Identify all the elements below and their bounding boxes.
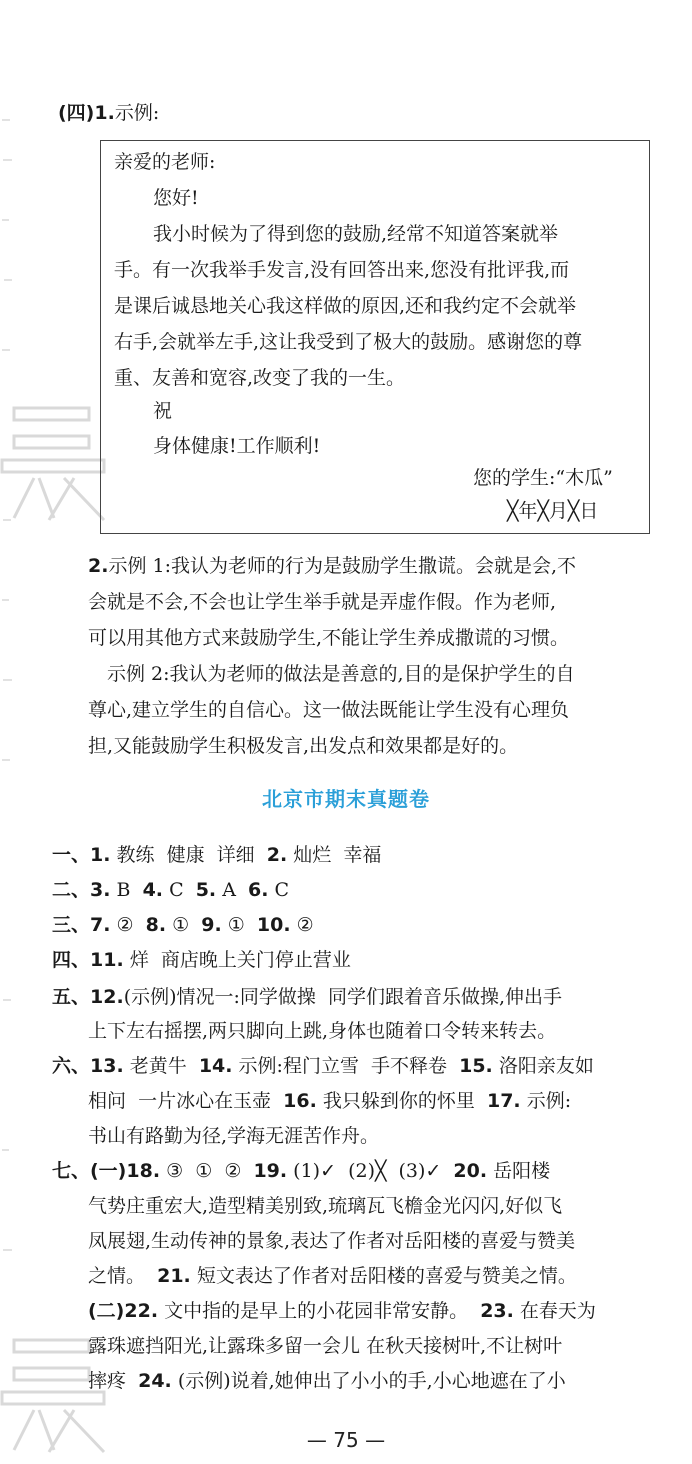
question-number: 22.	[124, 1300, 159, 1322]
question-number: 2.	[88, 555, 109, 577]
question-number: 11.	[90, 949, 124, 971]
page-number: — 75 —	[306, 1428, 386, 1452]
answer-text: 我只躲到你的怀里	[322, 1090, 487, 1112]
answer-text: 相问 一片冰心在玉壶	[88, 1090, 284, 1112]
answer-row-1	[52, 841, 381, 869]
answer-continuation	[88, 1262, 577, 1290]
answer-text: (示例)说着,她伸出了小小的手,小心地遮在了小	[177, 1370, 566, 1392]
answer-continuation: 气势庄重宏大,造型精美别致,琉璃瓦飞檐金光闪闪,好似飞	[88, 1195, 563, 1217]
part-prefix: 三、	[52, 914, 91, 936]
question-number: 21.	[157, 1265, 191, 1287]
q2-text: 示例 1:我认为老师的行为是鼓励学生撒谎。会就是会,不	[108, 555, 577, 577]
question-number: 1.	[94, 102, 115, 124]
question-number: 24.	[138, 1370, 172, 1392]
question-number: 1.	[90, 844, 111, 866]
letter-body-line: 重、友善和宽容,改变了我的一生。	[114, 367, 406, 389]
answer-continuation: 书山有路勤为径,学海无涯苦作舟。	[88, 1125, 380, 1147]
question-number: 20.	[453, 1160, 488, 1182]
answer-text: C	[169, 879, 196, 901]
answer-text: (示例)情况一:同学做操 同学们跟着音乐做操,伸出手	[123, 986, 563, 1008]
letter-closing: 祝	[153, 400, 173, 422]
q2-line: 担,又能鼓励学生积极发言,出发点和效果都是好的。	[88, 735, 519, 757]
question-number: 5.	[195, 879, 217, 901]
exam-section-title: 北京市期末真题卷	[262, 787, 430, 811]
part-prefix: 二、	[52, 879, 91, 901]
edge-marks-decoration	[0, 0, 30, 1464]
letter-wish: 身体健康!工作顺利!	[153, 435, 321, 457]
answer-text: 灿烂 幸福	[293, 844, 382, 866]
answer-row-4	[52, 946, 351, 974]
answer-text: A	[222, 879, 248, 901]
watermark-logo	[0, 398, 134, 528]
answer-text: 短文表达了作者对岳阳楼的喜爱与赞美之情。	[196, 1265, 577, 1287]
answer-text: (1)✓ (2)╳ (3)✓	[293, 1160, 454, 1182]
answer-text: 在春天为	[519, 1300, 596, 1322]
answer-text: ②	[296, 914, 314, 936]
answer-text: ①	[227, 914, 257, 936]
letter-body-line: 我小时候为了得到您的鼓励,经常不知道答案就举	[153, 223, 559, 245]
question-number: 9.	[201, 914, 222, 936]
answer-text: C	[274, 879, 290, 901]
answer-text: 文中指的是早上的小花园非常安静。	[164, 1300, 481, 1322]
answer-continuation	[88, 1367, 566, 1395]
answer-continuation: 上下左右摇摆,两只脚向上跳,身体也随着口令转来转去。	[88, 1020, 557, 1042]
question-number: 10.	[256, 914, 291, 936]
answer-row-6	[52, 1052, 594, 1080]
letter-body-line: 是课后诚恳地关心我这样做的原因,还和我约定不会就举	[114, 295, 577, 317]
answer-row-7-part-2	[88, 1297, 596, 1325]
section-4-prefix: (四)	[58, 102, 95, 124]
question-number: 4.	[142, 879, 164, 901]
answer-row-7	[52, 1157, 550, 1185]
question-number: 3.	[90, 879, 111, 901]
answer-text: 教练 健康 详细	[116, 844, 267, 866]
answer-text: 老黄牛	[129, 1055, 199, 1077]
q2-line: 尊心,建立学生的自信心。这一做法既能让学生没有心理负	[88, 699, 570, 721]
answer-text: 示例:程门立雪 手不释卷	[238, 1055, 460, 1077]
section-4-header	[58, 99, 159, 127]
q2-line: 示例 2:我认为老师的做法是善意的,目的是保护学生的自	[107, 663, 575, 685]
part-prefix: 七、(一)	[52, 1160, 127, 1182]
answer-text: ②	[116, 914, 146, 936]
letter-signature: 您的学生:“木瓜”	[473, 467, 613, 489]
question-number: 13.	[90, 1055, 124, 1077]
question-number: 8.	[145, 914, 167, 936]
question-number: 16.	[283, 1090, 317, 1112]
question-number: 14.	[198, 1055, 233, 1077]
part-prefix: 一、	[52, 844, 91, 866]
letter-date: ╳年╳月╳日	[507, 500, 599, 522]
answer-row-3	[52, 911, 314, 939]
answer-continuation: 露珠遮挡阳光,让露珠多留一会儿 在秋天接树叶,不让树叶	[88, 1335, 563, 1357]
question-number: 23.	[480, 1300, 514, 1322]
question-number: 6.	[248, 879, 269, 901]
question-number: 7.	[90, 914, 111, 936]
part-prefix: 五、	[52, 986, 91, 1008]
answer-text: ③ ① ②	[166, 1160, 254, 1182]
question-number: 19.	[253, 1160, 288, 1182]
answer-continuation: 凤展翅,生动传神的景象,表达了作者对岳阳楼的喜爱与赞美	[88, 1230, 576, 1252]
answer-text: 烊 商店晚上关门停止营业	[129, 949, 351, 971]
answer-row-5	[52, 983, 562, 1011]
q2-line: 可以用其他方式来鼓励学生,不能让学生养成撒谎的习惯。	[88, 627, 570, 649]
answer-text: 之情。	[88, 1265, 158, 1287]
answer-text: B	[116, 879, 143, 901]
answer-text: 示例:	[526, 1090, 572, 1112]
answer-text: 摔疼	[88, 1370, 139, 1392]
q2-line: 会就是不会,不会也让学生举手就是弄虚作假。作为老师,	[88, 591, 557, 613]
part-prefix: (二)	[88, 1300, 125, 1322]
letter-body-line: 手。有一次我举手发言,没有回答出来,您没有批评我,而	[114, 259, 570, 281]
letter-body-line: 右手,会就举左手,这让我受到了极大的鼓励。感谢您的尊	[114, 331, 583, 353]
answer-text: 岳阳楼	[493, 1160, 551, 1182]
part-prefix: 四、	[52, 949, 91, 971]
letter-greeting: 您好!	[153, 187, 199, 209]
question-number: 15.	[459, 1055, 493, 1077]
watermark-logo	[0, 1330, 134, 1460]
section-4-header-text: 示例:	[114, 102, 160, 124]
answer-text: 洛阳亲友如	[498, 1055, 594, 1077]
part-prefix: 六、	[52, 1055, 91, 1077]
q2-line	[88, 552, 576, 580]
question-number: 2.	[266, 844, 288, 866]
answer-text: ①	[172, 914, 202, 936]
answer-row-2	[52, 876, 289, 904]
question-number: 17.	[486, 1090, 521, 1112]
question-number: 18.	[126, 1160, 161, 1182]
question-number: 12.	[90, 986, 124, 1008]
answer-continuation	[88, 1087, 571, 1115]
letter-salutation: 亲爱的老师:	[114, 151, 216, 173]
